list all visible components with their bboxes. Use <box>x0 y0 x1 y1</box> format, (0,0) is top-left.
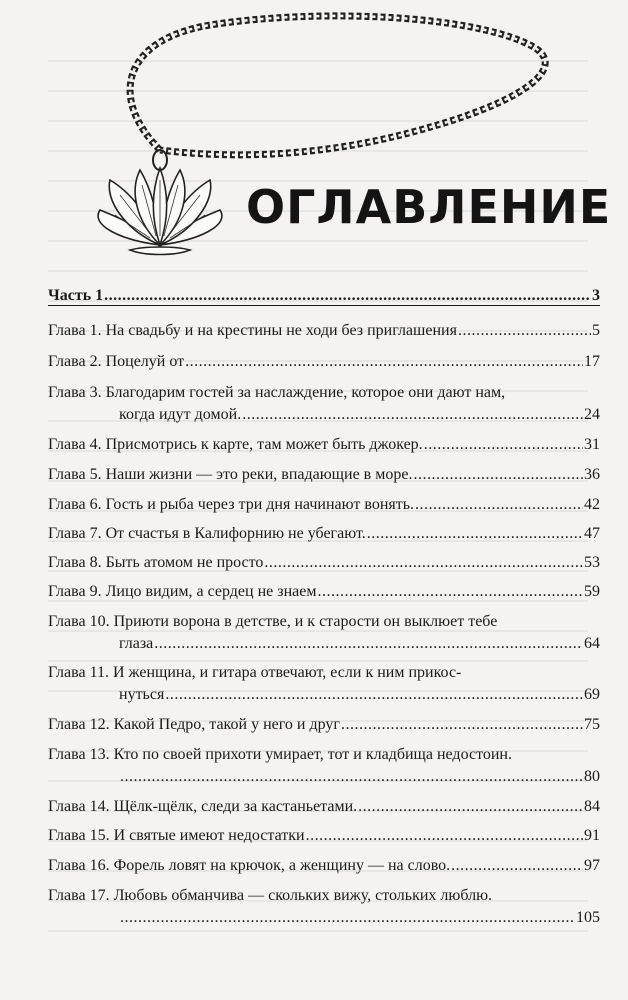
toc-chapter-text <box>48 494 414 516</box>
chapter-number: Глава 7. <box>48 525 102 542</box>
chapter-title: Быть атомом не просто <box>105 554 264 571</box>
toc-chapter-row <box>48 434 600 456</box>
toc-chapter-line-1 <box>48 885 600 907</box>
chapter-title: Лицо видим, а сердец не знаем <box>105 583 317 600</box>
toc-chapter-line-2 <box>48 404 600 426</box>
toc-chapter-row <box>48 382 600 426</box>
dot-leader <box>120 766 583 788</box>
toc-part-label: Часть 1 <box>48 287 104 304</box>
dot-leader <box>264 552 583 574</box>
chapter-title: На свадьбу и на крестины не ходи без приглашения <box>105 322 457 339</box>
toc-chapter-text <box>48 796 357 818</box>
dot-leader <box>415 494 583 516</box>
chapter-title-continued: нуться <box>119 686 165 703</box>
chapter-page: 5 <box>592 322 600 339</box>
toc-chapter-line <box>48 320 600 342</box>
chapter-page: 105 <box>576 909 600 926</box>
dot-leader <box>306 825 583 847</box>
toc-chapter-row <box>48 523 600 545</box>
toc-chapter-row <box>48 581 600 603</box>
chapter-title-continued: когда идут домой. <box>119 406 242 423</box>
chapter-page: 75 <box>584 716 600 733</box>
toc-chapter-line <box>48 714 600 736</box>
toc-chapter-line-2 <box>48 684 600 706</box>
toc-chapter-text <box>48 855 450 877</box>
toc-chapter-line <box>48 825 600 847</box>
toc-chapter-line-1 <box>48 611 600 633</box>
toc-chapter-row <box>48 552 600 574</box>
chapter-page: 47 <box>584 525 600 542</box>
toc-chapter-row <box>48 494 600 516</box>
toc-chapter-text <box>48 581 316 603</box>
chapter-number: Глава 15. <box>48 827 110 844</box>
chapter-number: Глава 12. <box>48 716 110 733</box>
toc-chapter-text <box>48 714 340 736</box>
toc-chapter-text <box>48 320 457 342</box>
chapter-title: Форель ловят на крючок, а женщину — на слово. <box>113 857 451 874</box>
dot-leader <box>120 907 575 929</box>
chapter-number: Глава 2. <box>48 353 102 370</box>
toc-chapter-line-2 <box>48 907 600 929</box>
chapter-page: 64 <box>584 635 600 652</box>
chapter-number: Глава 14. <box>48 798 110 815</box>
toc-chapter-line <box>48 552 600 574</box>
chapter-number: Глава 13. <box>48 746 110 763</box>
chapter-title: И святые имеют недостатки <box>113 827 305 844</box>
dot-leader <box>341 714 583 736</box>
chapter-page: 53 <box>584 554 600 571</box>
page-title <box>246 172 612 242</box>
dot-leader <box>154 633 583 655</box>
dot-leader <box>104 285 591 307</box>
dot-leader <box>317 581 583 603</box>
toc-chapter-line <box>48 464 600 486</box>
chapter-number: Глава 4. <box>48 436 102 453</box>
toc-chapter-text <box>48 523 366 545</box>
toc-part-page: 3 <box>592 287 600 304</box>
toc-chapter-line <box>48 523 600 545</box>
toc-chapter-row <box>48 611 600 655</box>
chapter-number: Глава 9. <box>48 583 102 600</box>
dot-leader <box>458 320 591 342</box>
chapter-title: Кто по своей прихоти умирает, тот и кладбища недостоин. <box>113 746 512 763</box>
chapter-title: Щёлк-щёлк, следи за кастаньетами. <box>113 798 358 815</box>
chapter-page: 24 <box>584 406 600 423</box>
chapter-title: От счастья в Калифорнию не убегают. <box>105 525 366 542</box>
table-of-contents <box>48 285 600 937</box>
toc-chapter-row <box>48 351 600 373</box>
chapter-page: 69 <box>584 686 600 703</box>
chapter-page: 97 <box>584 857 600 874</box>
toc-chapter-text <box>48 825 305 847</box>
dot-leader <box>424 434 583 456</box>
chapter-number: Глава 16. <box>48 857 110 874</box>
toc-chapter-line-1 <box>48 662 600 684</box>
chapter-title: Любовь обманчива — скольких вижу, стольких люблю. <box>113 887 493 904</box>
dot-leader <box>367 523 583 545</box>
toc-chapter-text <box>48 464 412 486</box>
dot-leader <box>165 684 583 706</box>
chapter-page: 80 <box>584 768 600 785</box>
chapter-title-continued: глаза <box>119 635 154 652</box>
toc-chapter-text <box>48 434 423 456</box>
chapter-title: Благодарим гостей за наслаждение, которое они дают нам, <box>105 384 506 401</box>
chapter-page: 91 <box>584 827 600 844</box>
toc-chapter-line <box>48 434 600 456</box>
chapter-page: 17 <box>584 353 600 370</box>
toc-chapter-row <box>48 464 600 486</box>
dot-leader <box>358 796 583 818</box>
chapter-number: Глава 8. <box>48 554 102 571</box>
toc-chapter-row <box>48 714 600 736</box>
toc-chapter-row <box>48 825 600 847</box>
toc-chapter-row <box>48 744 600 788</box>
chapter-number: Глава 1. <box>48 322 102 339</box>
chapter-title: Приюти ворона в детстве, и к старости он выклюет тебе <box>113 613 498 630</box>
chapter-page: 31 <box>584 436 600 453</box>
toc-chapter-line <box>48 855 600 877</box>
chapter-number: Глава 11. <box>48 664 109 681</box>
chapter-title: Поцелуй от <box>105 353 185 370</box>
toc-chapter-text <box>48 351 184 373</box>
dot-leader <box>185 351 583 373</box>
toc-part-line <box>48 285 600 307</box>
chapter-title: Наши жизни — это реки, впадающие в море. <box>105 466 413 483</box>
chapter-page: 59 <box>584 583 600 600</box>
toc-chapter-row <box>48 885 600 929</box>
toc-chapter-line-2 <box>48 633 600 655</box>
chapter-page: 42 <box>584 496 600 513</box>
chapter-page: 36 <box>584 466 600 483</box>
dot-leader <box>242 404 583 426</box>
dot-leader <box>413 464 583 486</box>
chapter-number: Глава 10. <box>48 613 110 630</box>
toc-chapter-line <box>48 581 600 603</box>
dot-leader <box>451 855 583 877</box>
chapter-title: Какой Педро, такой у него и друг <box>113 716 340 733</box>
toc-chapter-text <box>48 552 263 574</box>
toc-chapter-line-2 <box>48 766 600 788</box>
chapter-title: И женщина, и гитара отвечают, если к ним прикос- <box>112 664 462 681</box>
toc-chapter-line-1 <box>48 382 600 404</box>
toc-chapter-row <box>48 320 600 342</box>
chapter-title: Присмотрись к карте, там может быть джокер. <box>105 436 423 453</box>
toc-chapter-row <box>48 796 600 818</box>
toc-chapter-line <box>48 494 600 516</box>
toc-chapter-line <box>48 351 600 373</box>
toc-chapter-row <box>48 662 600 706</box>
page-title-text: ОГЛАВЛЕНИЕ <box>246 180 612 234</box>
toc-part-row <box>48 285 600 307</box>
chapter-number: Глава 3. <box>48 384 102 401</box>
chapter-number: Глава 6. <box>48 496 102 513</box>
toc-chapter-line-1 <box>48 744 600 766</box>
chapter-number: Глава 5. <box>48 466 102 483</box>
chapter-page: 84 <box>584 798 600 815</box>
chapter-title: Гость и рыба через три дня начинают вонять. <box>105 496 415 513</box>
toc-chapter-line <box>48 796 600 818</box>
toc-chapter-row <box>48 855 600 877</box>
chapter-number: Глава 17. <box>48 887 110 904</box>
